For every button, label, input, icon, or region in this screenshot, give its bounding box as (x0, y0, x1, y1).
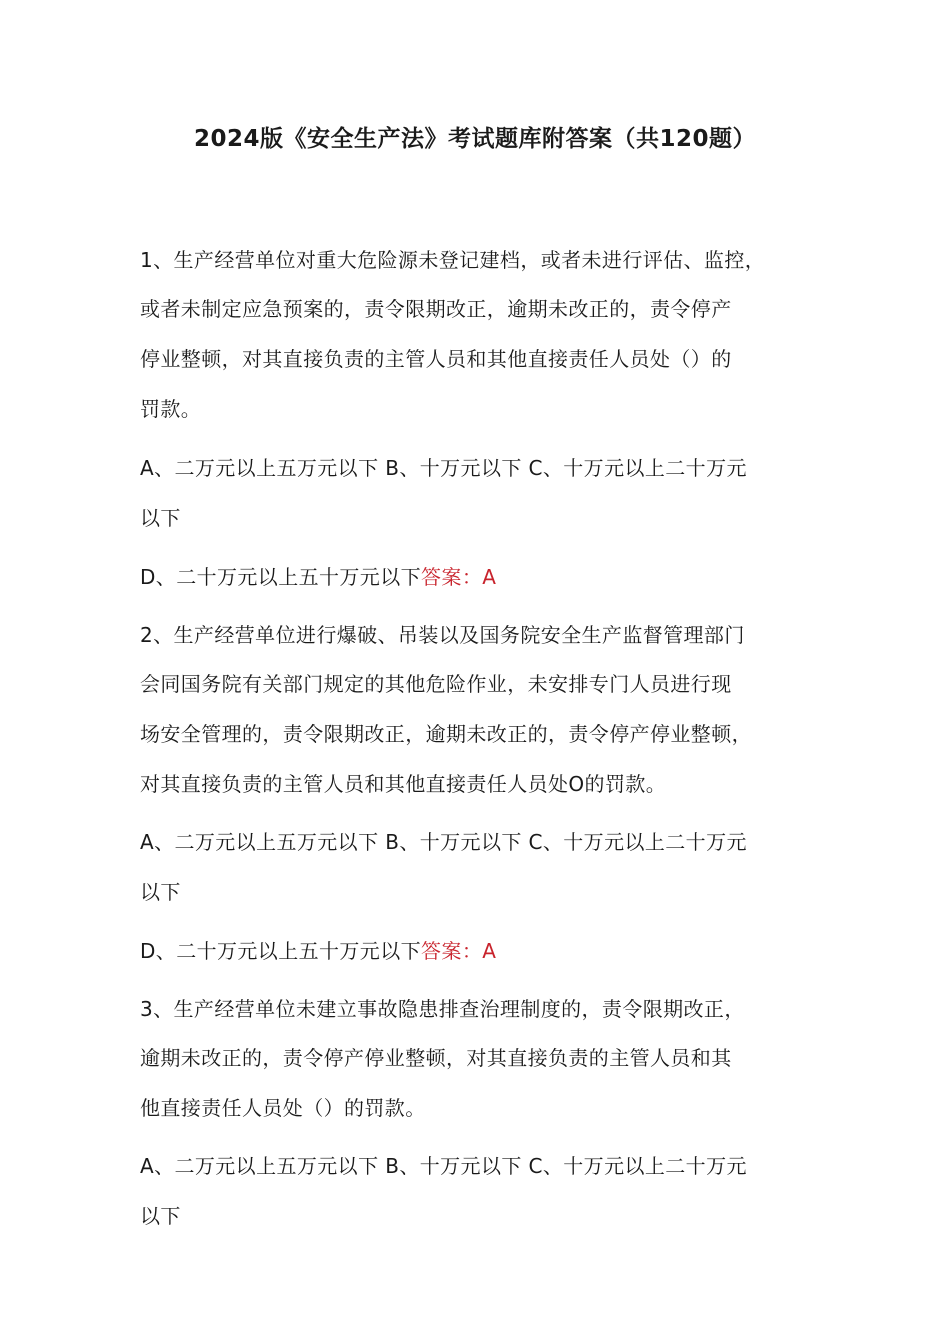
question-2-answer: 答案：A (421, 939, 497, 963)
question-1-stem-line-4: 罚款。 (140, 397, 202, 421)
question-1-stem-line-3: 停业整顿，对其直接负责的主管人员和其他直接责任人员处（）的 (140, 347, 732, 371)
question-1-stem-line-1: 1、生产经营单位对重大危险源未登记建档，或者未进行评估、监控， (140, 248, 766, 272)
question-2-stem-line-1: 2、生产经营单位进行爆破、吊装以及国务院安全生产监督管理部门 (140, 623, 745, 647)
question-3-options-line-1: A、二万元以上五万元以下 B、十万元以下 C、十万元以上二十万元 (140, 1154, 747, 1178)
question-3-stem-line-2: 逾期未改正的，责令停产停业整顿，对其直接负责的主管人员和其 (140, 1046, 732, 1070)
question-2-option-d: D、二十万元以上五十万元以下 (140, 939, 422, 963)
question-2-stem-line-3: 场安全管理的，责令限期改正，逾期未改正的，责令停产停业整顿， (140, 722, 752, 746)
question-3-options-line-2: 以下 (140, 1204, 181, 1228)
question-2-options-line-1: A、二万元以上五万元以下 B、十万元以下 C、十万元以上二十万元 (140, 830, 747, 854)
question-2-option-d-line (140, 936, 496, 966)
question-3-stem-line-3: 他直接责任人员处（）的罚款。 (140, 1096, 426, 1120)
question-1-options-line-2: 以下 (140, 506, 181, 530)
question-1-option-d-line (140, 562, 496, 592)
question-1-options-line-1: A、二万元以上五万元以下 B、十万元以下 C、十万元以上二十万元 (140, 456, 747, 480)
question-3-stem-line-1: 3、生产经营单位未建立事故隐患排查治理制度的，责令限期改正， (140, 997, 745, 1021)
question-1-option-d: D、二十万元以上五十万元以下 (140, 565, 422, 589)
question-2-stem-line-4: 对其直接负责的主管人员和其他直接责任人员处O的罚款。 (140, 772, 667, 796)
question-1-answer: 答案：A (421, 565, 497, 589)
document-title: 2024版《安全生产法》考试题库附答案（共120题） (193, 126, 757, 152)
question-2-stem-line-2: 会同国务院有关部门规定的其他危险作业，未安排专门人员进行现 (140, 672, 732, 696)
question-2-options-line-2: 以下 (140, 880, 181, 904)
question-1-stem-line-2: 或者未制定应急预案的，责令限期改正，逾期未改正的，责令停产 (140, 297, 732, 321)
